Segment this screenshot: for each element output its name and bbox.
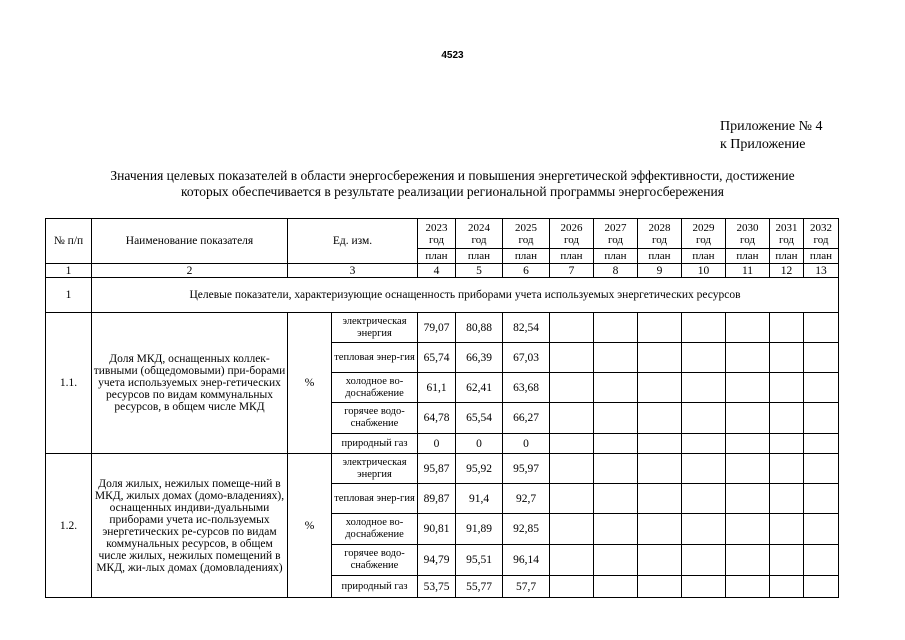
empty-cell xyxy=(682,454,726,484)
year-value: 2027 xyxy=(604,221,627,234)
plan-value: 89,87 xyxy=(418,484,456,514)
title-line-2: которых обеспечивается в результате реализации региональной программы энергосбережения xyxy=(181,184,724,199)
plan-value: 90,81 xyxy=(418,514,456,545)
empty-cell xyxy=(726,545,770,576)
column-number: 5 xyxy=(456,264,503,278)
column-number: 10 xyxy=(682,264,726,278)
empty-cell xyxy=(682,403,726,434)
column-number: 9 xyxy=(638,264,682,278)
column-number: 8 xyxy=(594,264,638,278)
year-suffix: год xyxy=(813,233,829,246)
empty-cell xyxy=(638,373,682,403)
empty-cell xyxy=(804,403,839,434)
empty-cell xyxy=(594,454,638,484)
plan-value: 55,77 xyxy=(456,576,503,598)
empty-cell xyxy=(550,343,594,373)
plan-value: 92,85 xyxy=(503,514,550,545)
year-value: 2024 xyxy=(468,221,490,234)
plan-label: план xyxy=(594,249,638,264)
year-suffix: год xyxy=(651,233,668,246)
header-year-2027 xyxy=(594,219,638,249)
resource-type: горячее водо-снабжение xyxy=(332,403,418,434)
year-suffix: год xyxy=(471,233,487,246)
empty-cell xyxy=(594,434,638,454)
empty-cell xyxy=(804,313,839,343)
empty-cell xyxy=(682,343,726,373)
resource-type: природный газ xyxy=(332,434,418,454)
empty-cell xyxy=(726,514,770,545)
appendix-label xyxy=(720,118,823,154)
resource-type: природный газ xyxy=(332,576,418,598)
empty-cell xyxy=(638,576,682,598)
empty-cell xyxy=(638,484,682,514)
empty-cell xyxy=(770,434,804,454)
plan-value: 64,78 xyxy=(418,403,456,434)
empty-cell xyxy=(550,403,594,434)
empty-cell xyxy=(638,403,682,434)
empty-cell xyxy=(726,313,770,343)
empty-cell xyxy=(594,313,638,343)
empty-cell xyxy=(682,545,726,576)
header-year-2024 xyxy=(456,219,503,249)
empty-cell xyxy=(594,576,638,598)
plan-value: 94,79 xyxy=(418,545,456,576)
plan-value: 92,7 xyxy=(503,484,550,514)
plan-value: 91,4 xyxy=(456,484,503,514)
column-number: 11 xyxy=(726,264,770,278)
empty-cell xyxy=(770,576,804,598)
empty-cell xyxy=(770,343,804,373)
empty-cell xyxy=(804,434,839,454)
empty-cell xyxy=(770,514,804,545)
empty-cell xyxy=(682,434,726,454)
row-unit: % xyxy=(288,313,332,454)
plan-value: 82,54 xyxy=(503,313,550,343)
empty-cell xyxy=(682,576,726,598)
empty-cell xyxy=(770,545,804,576)
empty-cell xyxy=(638,514,682,545)
empty-cell xyxy=(726,434,770,454)
appendix-line-1: Приложение № 4 xyxy=(720,119,823,134)
empty-cell xyxy=(726,454,770,484)
year-suffix: год xyxy=(607,233,624,246)
plan-label: план xyxy=(550,249,594,264)
resource-type: холодное во-доснабжение xyxy=(332,373,418,403)
empty-cell xyxy=(804,373,839,403)
year-suffix: год xyxy=(563,233,580,246)
empty-cell xyxy=(550,514,594,545)
empty-cell xyxy=(594,484,638,514)
year-value: 2031 xyxy=(775,221,798,234)
year-value: 2028 xyxy=(648,221,671,234)
year-value: 2032 xyxy=(810,221,832,234)
header-year-2029 xyxy=(682,219,726,249)
plan-value: 53,75 xyxy=(418,576,456,598)
resource-type: тепловая энер-гия xyxy=(332,484,418,514)
empty-cell xyxy=(638,434,682,454)
column-number: 3 xyxy=(288,264,418,278)
column-number: 4 xyxy=(418,264,456,278)
empty-cell xyxy=(726,484,770,514)
column-number: 6 xyxy=(503,264,550,278)
plan-label: план xyxy=(638,249,682,264)
row-unit: % xyxy=(288,454,332,598)
column-number: 13 xyxy=(804,264,839,278)
empty-cell xyxy=(804,514,839,545)
empty-cell xyxy=(550,484,594,514)
empty-cell xyxy=(804,576,839,598)
year-value: 2026 xyxy=(560,221,583,234)
empty-cell xyxy=(682,514,726,545)
header-year-2030 xyxy=(726,219,770,249)
year-suffix: год xyxy=(428,233,445,246)
plan-value: 65,74 xyxy=(418,343,456,373)
empty-cell xyxy=(682,313,726,343)
plan-value: 95,92 xyxy=(456,454,503,484)
plan-value: 57,7 xyxy=(503,576,550,598)
page-number: 4523 xyxy=(441,50,464,61)
plan-label: план xyxy=(682,249,726,264)
resource-type: электрическая энергия xyxy=(332,454,418,484)
resource-type: тепловая энер-гия xyxy=(332,343,418,373)
row-num: 1.1. xyxy=(46,313,92,454)
empty-cell xyxy=(550,434,594,454)
empty-cell xyxy=(550,454,594,484)
section-num: 1 xyxy=(46,278,92,313)
plan-label: план xyxy=(726,249,770,264)
empty-cell xyxy=(804,484,839,514)
header-year-2023 xyxy=(418,219,456,249)
plan-value: 0 xyxy=(456,434,503,454)
empty-cell xyxy=(770,373,804,403)
plan-label: план xyxy=(503,249,550,264)
header-unit: Ед. изм. xyxy=(288,219,418,264)
table-row xyxy=(46,454,839,484)
header-year-2026 xyxy=(550,219,594,249)
plan-value: 79,07 xyxy=(418,313,456,343)
plan-value: 0 xyxy=(418,434,456,454)
empty-cell xyxy=(770,484,804,514)
column-number: 2 xyxy=(92,264,288,278)
empty-cell xyxy=(550,576,594,598)
plan-value: 66,27 xyxy=(503,403,550,434)
indicators-table xyxy=(45,218,839,598)
header-name: Наименование показателя xyxy=(92,219,288,264)
document-title xyxy=(40,168,865,200)
year-suffix: год xyxy=(739,233,756,246)
section-title: Целевые показатели, характеризующие оснащенность приборами учета используемых энергетических ресурсов xyxy=(92,278,839,313)
indicator-name: Доля жилых, нежилых помеще-ний в МКД, жилых домах (домо-владениях), оснащенных индиви-дуальными приборами учета ис-пользуемых энергетических ре-сурсов по видам коммунальных ресурсов, в общем числе жилых, нежилых помещений в МКД, жи-лых домах (домовладениях) xyxy=(92,454,288,598)
empty-cell xyxy=(770,454,804,484)
empty-cell xyxy=(726,576,770,598)
header-year-2032 xyxy=(804,219,839,249)
plan-value: 66,39 xyxy=(456,343,503,373)
empty-cell xyxy=(594,343,638,373)
column-number: 7 xyxy=(550,264,594,278)
empty-cell xyxy=(804,454,839,484)
plan-value: 95,51 xyxy=(456,545,503,576)
resource-type: холодное во-доснабжение xyxy=(332,514,418,545)
empty-cell xyxy=(594,545,638,576)
empty-cell xyxy=(804,545,839,576)
empty-cell xyxy=(594,373,638,403)
indicator-name: Доля МКД, оснащенных коллек-тивными (общедомовыми) при-борами учета используемых энер-гетических ресурсов по видам коммунальных ресурсов, в общем числе МКД xyxy=(92,313,288,454)
empty-cell xyxy=(550,545,594,576)
year-value: 2029 xyxy=(692,221,715,234)
section-row xyxy=(46,278,839,313)
plan-value: 96,14 xyxy=(503,545,550,576)
header-year-2031 xyxy=(770,219,804,249)
column-number: 1 xyxy=(46,264,92,278)
plan-value: 61,1 xyxy=(418,373,456,403)
empty-cell xyxy=(726,403,770,434)
year-value: 2030 xyxy=(736,221,759,234)
plan-value: 67,03 xyxy=(503,343,550,373)
resource-type: электрическая энергия xyxy=(332,313,418,343)
header-year-2028 xyxy=(638,219,682,249)
plan-label: план xyxy=(804,249,839,264)
plan-value: 95,97 xyxy=(503,454,550,484)
empty-cell xyxy=(770,313,804,343)
empty-cell xyxy=(770,403,804,434)
empty-cell xyxy=(638,454,682,484)
empty-cell xyxy=(638,313,682,343)
empty-cell xyxy=(804,343,839,373)
empty-cell xyxy=(682,484,726,514)
row-num: 1.2. xyxy=(46,454,92,598)
header-num: № п/п xyxy=(46,219,92,264)
plan-value: 62,41 xyxy=(456,373,503,403)
plan-label: план xyxy=(418,249,456,264)
plan-value: 80,88 xyxy=(456,313,503,343)
year-suffix: год xyxy=(695,233,712,246)
year-suffix: год xyxy=(518,233,534,246)
empty-cell xyxy=(726,373,770,403)
plan-value: 0 xyxy=(503,434,550,454)
empty-cell xyxy=(682,373,726,403)
empty-cell xyxy=(594,514,638,545)
plan-value: 95,87 xyxy=(418,454,456,484)
resource-type: горячее водо-снабжение xyxy=(332,545,418,576)
plan-label: план xyxy=(456,249,503,264)
empty-cell xyxy=(638,343,682,373)
empty-cell xyxy=(726,343,770,373)
plan-value: 91,89 xyxy=(456,514,503,545)
table-row xyxy=(46,313,839,343)
empty-cell xyxy=(550,313,594,343)
year-suffix: год xyxy=(778,233,795,246)
plan-value: 65,54 xyxy=(456,403,503,434)
year-value: 2023 xyxy=(425,221,448,234)
header-year-2025 xyxy=(503,219,550,249)
plan-value: 63,68 xyxy=(503,373,550,403)
year-value: 2025 xyxy=(515,221,537,234)
plan-label: план xyxy=(770,249,804,264)
appendix-line-2: к Приложение xyxy=(720,137,806,152)
empty-cell xyxy=(594,403,638,434)
column-number: 12 xyxy=(770,264,804,278)
header-row xyxy=(46,219,839,249)
column-numbers-row xyxy=(46,264,839,278)
title-line-1: Значения целевых показателей в области энергосбережения и повышения энергетической эффективности, достижение xyxy=(110,168,795,183)
empty-cell xyxy=(550,373,594,403)
empty-cell xyxy=(638,545,682,576)
